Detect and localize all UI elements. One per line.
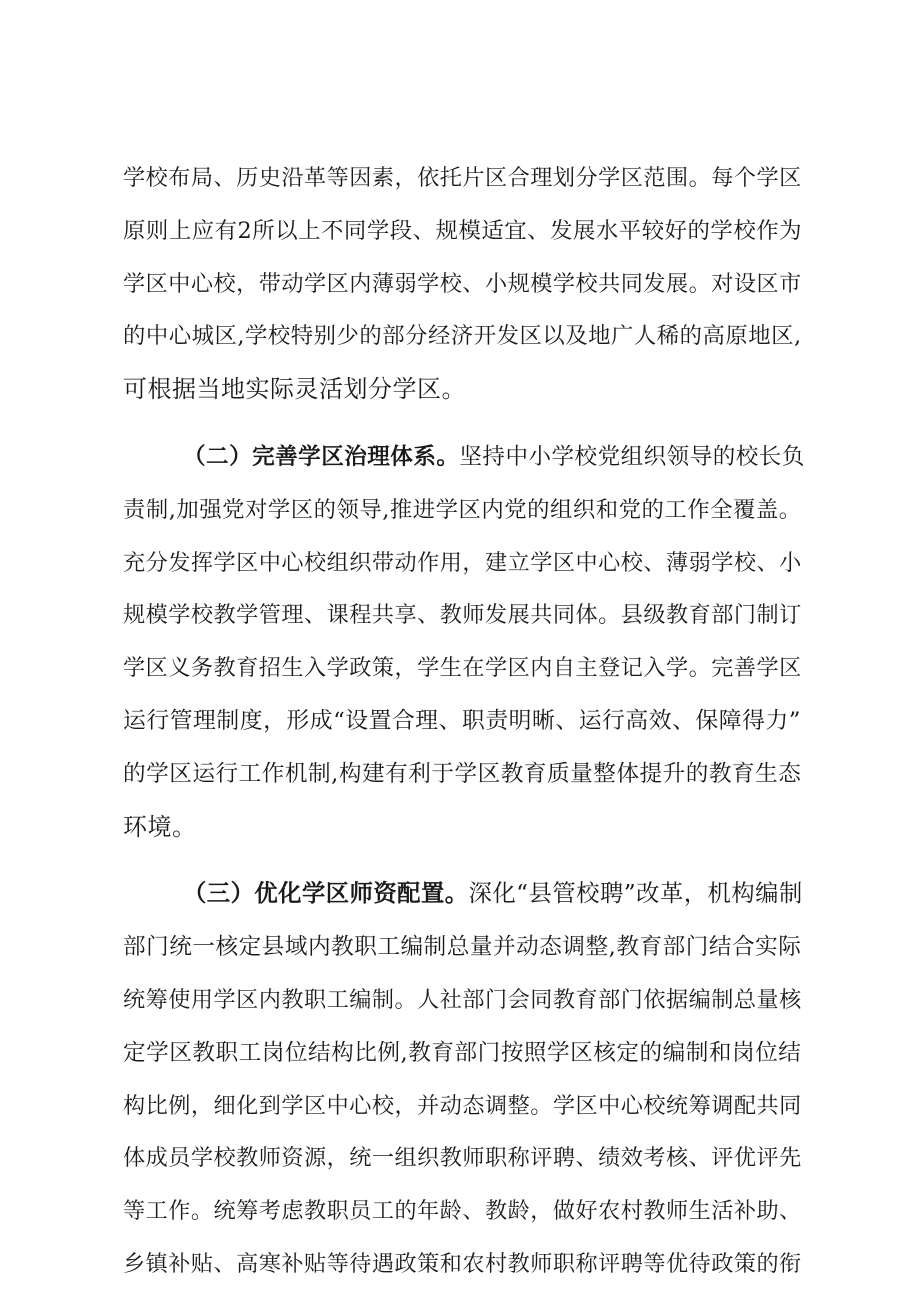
text-line: 原则上应有2所以上不同学段、规模适宜、发展水平较好的学校作为 (123, 217, 803, 244)
text-line: 学区中心校，带动学区内薄弱学校、小规模学校共同发展。对设区市 (123, 270, 802, 297)
paragraph-spacer (123, 853, 801, 868)
text-line: 等工作。统筹考虑教职员工的年龄、教龄，做好农村教师生活补助、 (123, 1198, 802, 1225)
text-line: 规模学校教学管理、课程共享、教师发展共同体。县级教育部门制订 (123, 602, 802, 629)
text-line: 充分发挥学区中心校组织带动作用，建立学区中心校、薄弱学校、小 (123, 549, 802, 576)
text-line: 构比例，细化到学区中心校，并动态调整。学区中心校统筹调配共同 (123, 1092, 802, 1119)
text-line: 部门统一核定县域内教职工编制总量并动态调整,教育部门结合实际 (123, 934, 802, 961)
text-line: 学校布局、历史沿革等因素，依托片区合理划分学区范围。每个学区 (123, 165, 802, 191)
text-line: 统筹使用学区内教职工编制。人社部门会同教育部门依据编制总量核 (123, 986, 802, 1013)
text-line: 学区义务教育招生入学政策，学生在学区内自主登记入学。完善学区 (123, 655, 802, 682)
paragraph-teacher-allocation (123, 868, 801, 1290)
text-line: 运行管理制度，形成“设置合理、职责明晰、运行高效、保障得力” (123, 707, 801, 734)
text-line: 定学区教职工岗位结构比例,教育部门按照学区核定的编制和岗位结 (123, 1039, 802, 1066)
text-line: 的中心城区,学校特别少的部分经济开发区以及地广人稀的高原地区, (123, 323, 802, 350)
text-run: 坚持中小学校党组织领导的校长负 (459, 443, 805, 470)
text-line: 体成员学校教师资源，统一组织教师职称评聘、绩效考核、评优评先 (123, 1145, 802, 1172)
paragraph-first-line (123, 868, 801, 921)
text-line: 可根据当地实际灵活划分学区。 (123, 375, 466, 404)
text-line: 责制,加强党对学区的领导,推进学区内党的组织和党的工作全覆盖。 (123, 496, 802, 523)
paragraph-governance-system (123, 431, 805, 853)
paragraph-spacer (123, 416, 801, 431)
document-page (123, 152, 805, 1291)
paragraph-first-line (123, 431, 805, 484)
text-run: 深化“县管校聘”改革，机构编制 (468, 880, 803, 908)
text-line: 的学区运行工作机制,构建有利于学区教育质量整体提升的教育生态 (123, 760, 802, 787)
text-line: 乡镇补贴、高寒补贴等待遇政策和农村教师职称评聘等优待政策的衔 (123, 1250, 802, 1277)
text-line: 环境。 (123, 812, 197, 841)
section-heading: （二）完善学区治理体系。 (183, 443, 460, 470)
paragraph-district-division (123, 152, 801, 416)
section-heading: （三）优化学区师资配置。 (183, 880, 469, 908)
